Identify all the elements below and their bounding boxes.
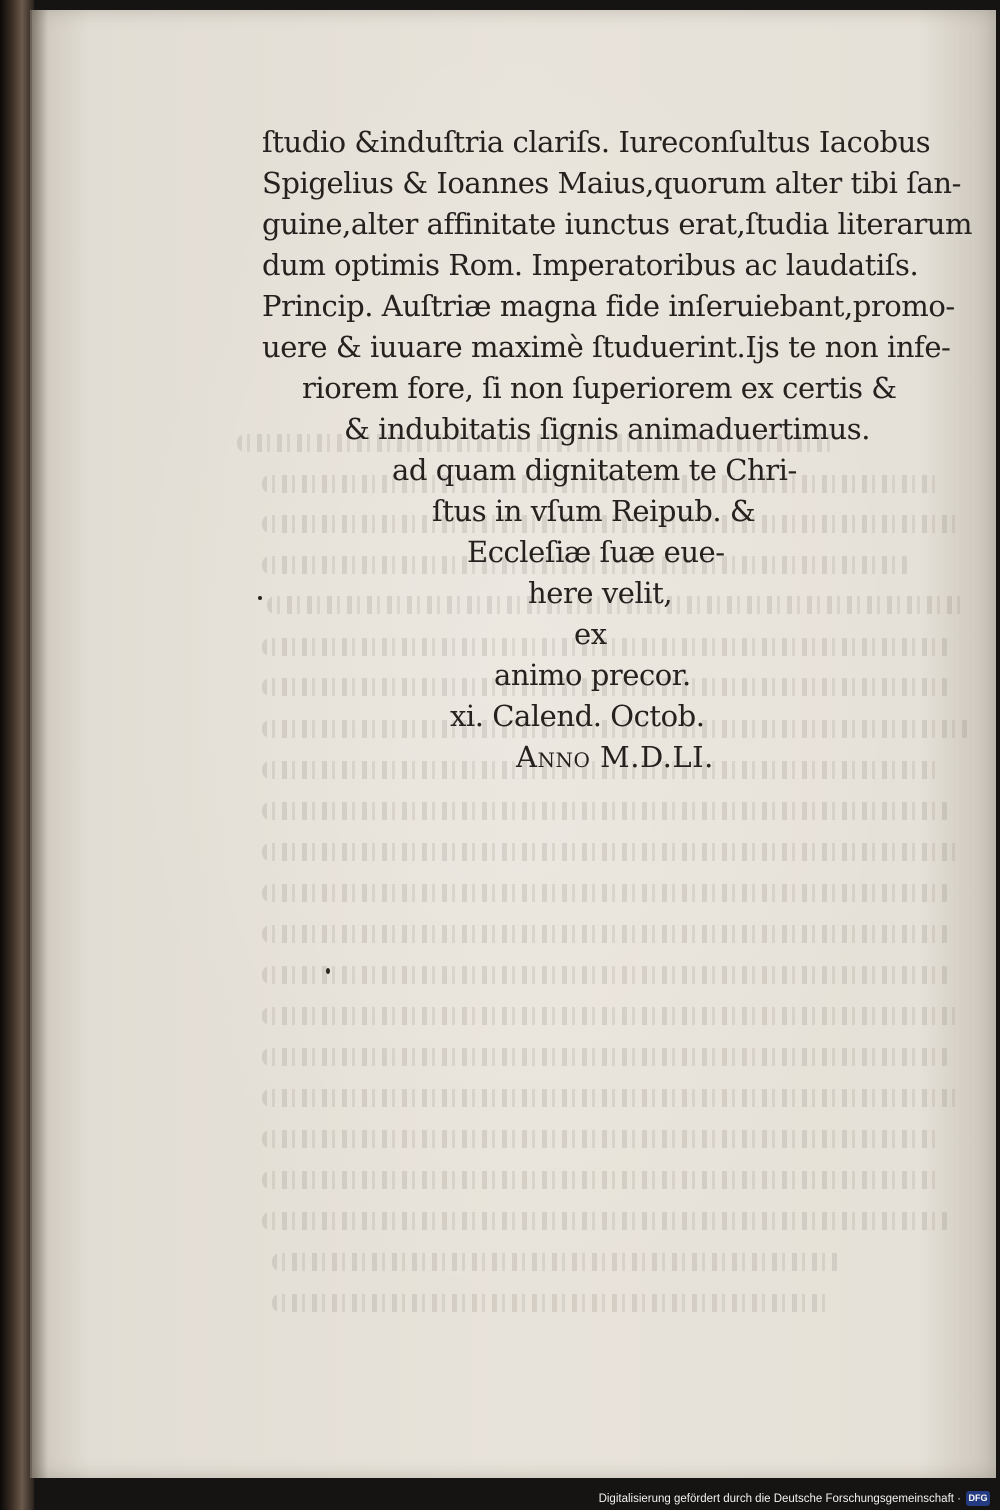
dfg-logo-icon: DFG xyxy=(966,1491,990,1506)
year-line: Anno M.D.LI. xyxy=(516,740,714,774)
text-line: animo precor. xyxy=(494,658,691,692)
text-line: ſtudio &induſtria clariſs. Iureconſultus Iacobus xyxy=(262,125,931,159)
printed-text-block xyxy=(262,122,973,778)
text-line: uere & iuuare maximè ſtuduerint.Ijs te non infe- xyxy=(262,330,951,364)
funding-footer xyxy=(540,1490,990,1508)
text-line: guine,alter affinitate iunctus erat,ſtudia literarum xyxy=(262,207,973,241)
text-line: ſtus in vſum Reipub. & xyxy=(432,494,756,528)
book-spine-edge xyxy=(0,0,34,1510)
text-line: Eccleſiæ ſuæ eue- xyxy=(467,535,725,569)
text-line: ex xyxy=(574,617,607,651)
scanned-page xyxy=(30,10,996,1478)
text-line: riorem fore, ſi non ſuperiorem ex certis & xyxy=(302,371,897,405)
date-line: xi. Calend. Octob. xyxy=(450,699,705,733)
text-line: Princip. Auſtriæ magna fide inſeruiebant,promo- xyxy=(262,289,955,323)
text-line: dum optimis Rom. Imperatoribus ac laudatiſs. xyxy=(262,248,919,282)
paper-speck xyxy=(326,968,330,974)
text-line: here velit, xyxy=(528,576,673,610)
text-line: ad quam dignitatem te Chri- xyxy=(392,453,797,487)
text-line: Spigelius & Ioannes Maius,quorum alter tibi ſan- xyxy=(262,166,961,200)
text-line: & indubitatis ſignis animaduertimus. xyxy=(344,412,870,446)
dfg-credit-text: Digitalisierung gefördert durch die Deutsche Forschungsgemeinschaft · xyxy=(598,1493,961,1505)
